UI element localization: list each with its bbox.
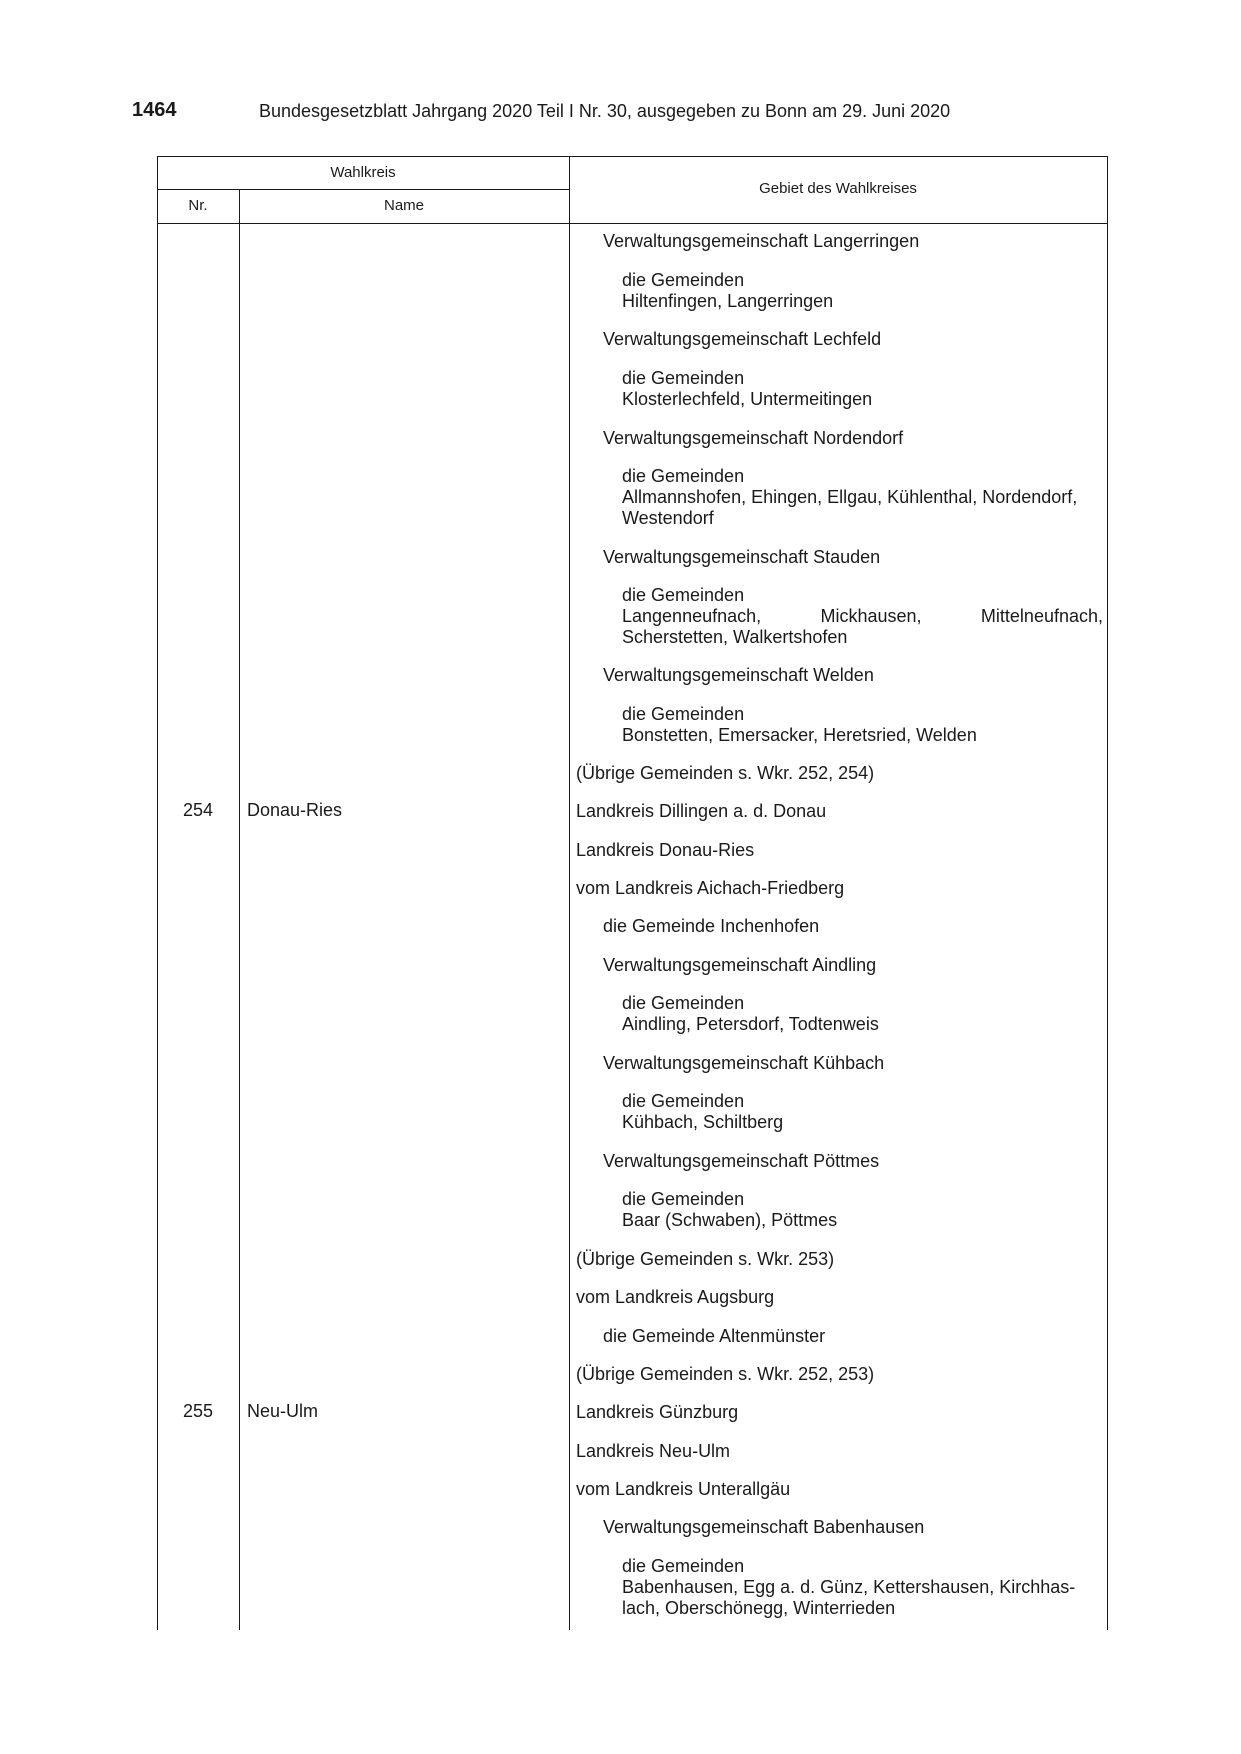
area-entry: Landkreis Günzburg: [576, 1402, 739, 1422]
area-entry: Hiltenfingen, Langerringen: [622, 291, 834, 311]
area-entry: Baar (Schwaben), Pöttmes: [622, 1210, 838, 1230]
running-head: Bundesgesetzblatt Jahrgang 2020 Teil I Nr. 30, ausgegeben zu Bonn am 29. Juni 2020: [259, 101, 951, 121]
area-entry: die Gemeinden: [622, 585, 745, 605]
area-entry: (Übrige Gemeinden s. Wkr. 252, 253): [576, 1364, 875, 1384]
area-entry: Scherstetten, Walkertshofen: [622, 627, 848, 647]
page-number: 1464: [132, 99, 177, 121]
area-entry-justified: [622, 606, 1103, 627]
area-entry: (Übrige Gemeinden s. Wkr. 253): [576, 1249, 835, 1269]
area-entry: die Gemeinden: [622, 1556, 745, 1576]
area-entry: die Gemeinden: [622, 368, 745, 388]
municipality: Langenneufnach,: [622, 606, 762, 626]
area-entry: Verwaltungsgemeinschaft Welden: [603, 665, 874, 685]
area-entry: die Gemeinden: [622, 993, 745, 1013]
area-entry: die Gemeinde Altenmünster: [603, 1326, 826, 1346]
rule-top: [157, 156, 1108, 157]
area-entry: Verwaltungsgemeinschaft Pöttmes: [603, 1151, 880, 1171]
area-entry: die Gemeinden: [622, 270, 745, 290]
area-entry: Verwaltungsgemeinschaft Stauden: [603, 547, 881, 567]
area-entry: die Gemeinden: [622, 466, 745, 486]
area-entry: die Gemeinden: [622, 704, 745, 724]
area-entry: Landkreis Neu-Ulm: [576, 1441, 731, 1461]
header-nr: Nr.: [188, 197, 208, 214]
municipality: Mittelneufnach,: [980, 606, 1103, 626]
rule-right: [1107, 156, 1108, 1630]
area-entry: vom Landkreis Unterallgäu: [576, 1479, 791, 1499]
area-entry: Landkreis Donau-Ries: [576, 840, 755, 860]
header-gebiet: Gebiet des Wahlkreises: [759, 180, 917, 197]
area-entry: vom Landkreis Aichach-Friedberg: [576, 878, 845, 898]
area-entry: Allmannshofen, Ehingen, Ellgau, Kühlenthal, Nordendorf,: [622, 487, 1078, 507]
constituency-nr: 255: [182, 1401, 214, 1421]
rule-name-area: [569, 156, 570, 1630]
area-entry: lach, Oberschönegg, Winterrieden: [622, 1598, 896, 1618]
area-entry: Babenhausen, Egg a. d. Günz, Kettershausen, Kirchhas-: [622, 1577, 1076, 1597]
constituency-nr: 254: [182, 800, 214, 820]
area-entry: vom Landkreis Augsburg: [576, 1287, 775, 1307]
rule-header-bottom: [157, 223, 1108, 224]
constituency-name: Donau-Ries: [247, 800, 343, 820]
area-entry: die Gemeinden: [622, 1189, 745, 1209]
area-entry: Verwaltungsgemeinschaft Lechfeld: [603, 329, 882, 349]
area-entry: Verwaltungsgemeinschaft Nordendorf: [603, 428, 904, 448]
area-entry: (Übrige Gemeinden s. Wkr. 252, 254): [576, 763, 875, 783]
area-entry: Verwaltungsgemeinschaft Aindling: [603, 955, 877, 975]
area-entry: Verwaltungsgemeinschaft Babenhausen: [603, 1517, 925, 1537]
constituency-name: Neu-Ulm: [247, 1401, 319, 1421]
area-entry: Aindling, Petersdorf, Todtenweis: [622, 1014, 879, 1034]
header-wahlkreis: Wahlkreis: [330, 164, 396, 181]
area-entry: die Gemeinde Inchenhofen: [603, 916, 820, 936]
area-entry: Klosterlechfeld, Untermeitingen: [622, 389, 873, 409]
area-entry: Kühbach, Schiltberg: [622, 1112, 784, 1132]
area-entry: Verwaltungsgemeinschaft Langerringen: [603, 231, 920, 251]
rule-nr-name: [239, 189, 240, 1630]
area-entry: die Gemeinden: [622, 1091, 745, 1111]
area-entry: Bonstetten, Emersacker, Heretsried, Welden: [622, 725, 977, 745]
area-entry: Landkreis Dillingen a. d. Donau: [576, 801, 827, 821]
area-entry: Verwaltungsgemeinschaft Kühbach: [603, 1053, 885, 1073]
area-entry: Westendorf: [622, 508, 714, 528]
rule-header-middle: [157, 189, 569, 190]
municipality: Mickhausen,: [820, 606, 922, 626]
header-name: Name: [383, 197, 424, 214]
